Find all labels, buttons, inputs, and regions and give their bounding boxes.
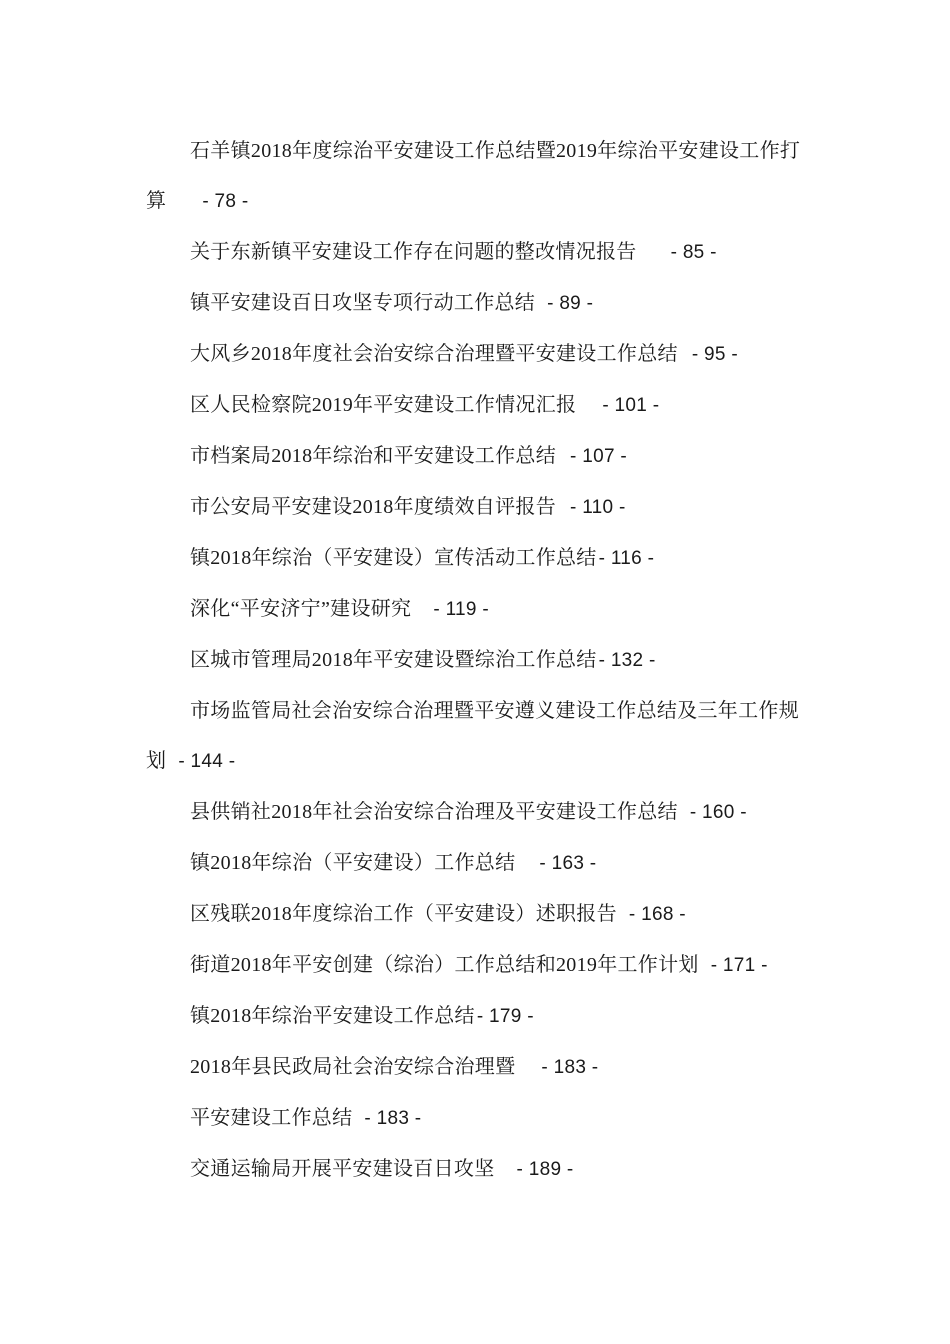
toc-entry-page: - 107 - xyxy=(570,446,628,467)
toc-entry[interactable] xyxy=(146,686,810,787)
toc-entry-page: - 183 - xyxy=(364,1108,422,1129)
toc-entry-page: - 171 - xyxy=(710,955,768,976)
toc-entry-page: - 119 - xyxy=(433,599,489,620)
toc-entry-title: 大风乡2018年度社会治安综合治理暨平安建设工作总结 xyxy=(190,343,678,365)
toc-entry[interactable] xyxy=(146,635,810,686)
toc-entry-page: - 116 - xyxy=(598,548,655,569)
toc-entry[interactable] xyxy=(146,584,810,635)
toc-entry-page: - 160 - xyxy=(689,802,747,823)
toc-entry-page: - 168 - xyxy=(628,904,686,925)
toc-entry-page: - 132 - xyxy=(598,650,656,671)
toc-entry-title: 深化“平安济宁”建设研究 xyxy=(190,598,412,620)
toc-entry-title: 区人民检察院2019年平安建设工作情况汇报 xyxy=(190,394,577,416)
toc-entry[interactable] xyxy=(146,533,810,584)
toc-entry[interactable] xyxy=(146,329,810,380)
toc-entry-title: 区城市管理局2018年平安建设暨综治工作总结 xyxy=(190,649,597,671)
toc-entry-title: 石羊镇2018年度综治平安建设工作总结暨2019年综治平安建设工作打算 xyxy=(146,140,801,212)
toc-entry-title: 市档案局2018年综治和平安建设工作总结 xyxy=(190,445,556,467)
toc-entry[interactable] xyxy=(146,991,810,1042)
toc-entry-page: - 189 - xyxy=(516,1159,574,1180)
toc-entry[interactable] xyxy=(146,1093,810,1144)
toc-entry-page: - 101 - xyxy=(602,395,660,416)
toc-entry-title: 镇2018年综治（平安建设）宣传活动工作总结 xyxy=(190,547,597,569)
toc-entry-title: 镇平安建设百日攻坚专项行动工作总结 xyxy=(190,292,536,314)
toc-entry-title: 县供销社2018年社会治安综合治理及平安建设工作总结 xyxy=(190,801,678,823)
table-of-contents xyxy=(146,126,810,1195)
toc-entry[interactable] xyxy=(146,787,810,838)
toc-entry[interactable] xyxy=(146,889,810,940)
toc-entry[interactable] xyxy=(146,380,810,431)
toc-entry-title: 市场监管局社会治安综合治理暨平安遵义建设工作总结及三年工作规划 xyxy=(146,700,799,772)
toc-entry-page: - 179 - xyxy=(476,1006,534,1027)
toc-entry-title: 市公安局平安建设2018年度绩效自评报告 xyxy=(190,496,556,518)
toc-entry[interactable] xyxy=(146,940,810,991)
toc-entry-title: 区残联2018年度综治工作（平安建设）述职报告 xyxy=(190,903,617,925)
toc-entry[interactable] xyxy=(146,278,810,329)
toc-entry-title: 2018年县民政局社会治安综合治理暨 xyxy=(190,1056,516,1078)
toc-entry-page: - 183 - xyxy=(541,1057,599,1078)
toc-entry[interactable] xyxy=(146,1144,810,1195)
toc-entry-title: 交通运输局开展平安建设百日攻坚 xyxy=(190,1158,495,1180)
toc-entry-page: - 89 - xyxy=(547,293,594,314)
toc-entry[interactable] xyxy=(146,227,810,278)
toc-entry-page: - 163 - xyxy=(539,853,597,874)
toc-entry[interactable] xyxy=(146,482,810,533)
toc-entry-page: - 110 - xyxy=(570,497,626,518)
toc-entry-title: 关于东新镇平安建设工作存在问题的整改情况报告 xyxy=(190,241,637,263)
toc-entry[interactable] xyxy=(146,838,810,889)
toc-entry-page: - 144 - xyxy=(178,751,236,772)
toc-entry-title: 平安建设工作总结 xyxy=(190,1107,353,1129)
toc-entry-title: 街道2018年平安创建（综治）工作总结和2019年工作计划 xyxy=(190,954,699,976)
toc-entry[interactable] xyxy=(146,1042,810,1093)
toc-entry[interactable] xyxy=(146,126,810,227)
toc-entry-title: 镇2018年综治（平安建设）工作总结 xyxy=(190,852,516,874)
toc-entry-title: 镇2018年综治平安建设工作总结 xyxy=(190,1005,475,1027)
toc-entry-page: - 78 - xyxy=(202,191,249,212)
toc-entry-page: - 85 - xyxy=(670,242,717,263)
toc-entry[interactable] xyxy=(146,431,810,482)
toc-entry-page: - 95 - xyxy=(691,344,738,365)
